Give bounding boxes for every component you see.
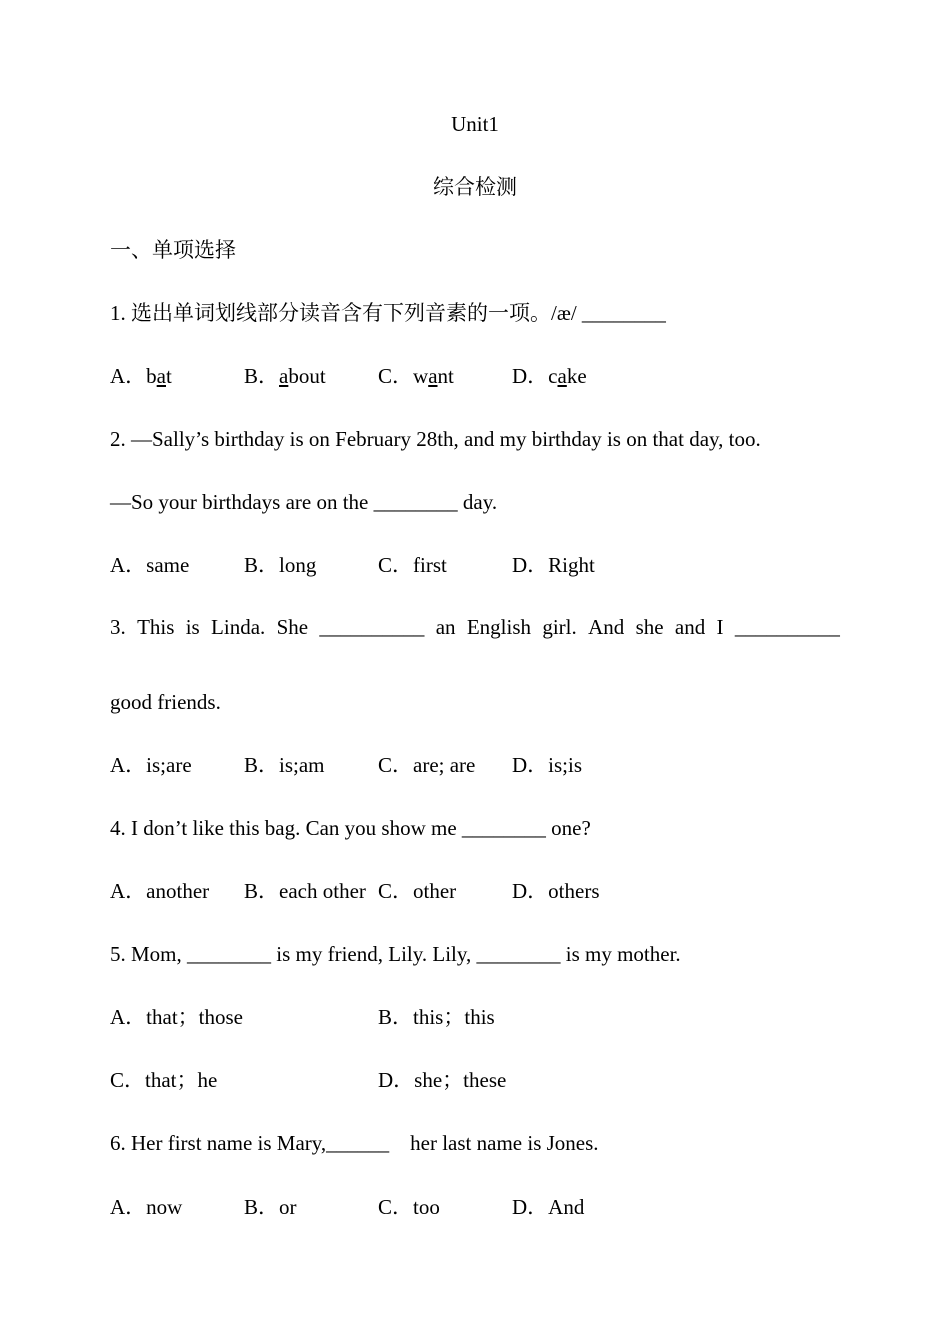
q3-word: she — [635, 615, 664, 639]
option-letter: C． — [378, 753, 414, 777]
q3-blank: __________ — [319, 615, 425, 639]
option-text: a — [279, 364, 289, 388]
option-letter: A． — [110, 753, 147, 777]
option-text: are; are — [413, 753, 476, 777]
option-letter: A． — [110, 553, 147, 577]
q3-blank: __________ — [734, 615, 840, 639]
question-3-stem-line-2: good friends. — [110, 690, 221, 714]
option-text: first — [413, 553, 447, 577]
q6-option-d — [512, 1194, 584, 1220]
q3-option-c — [378, 752, 475, 778]
option-letter: C． — [378, 553, 414, 577]
option-text: other — [413, 879, 457, 903]
q3-word: an — [435, 615, 456, 639]
question-2-stem: 2. —Sally’s birthday is on February 28th, and my birthday is on that day, too. — [110, 427, 761, 451]
q3-word: I — [716, 615, 724, 639]
option-letter: B． — [244, 879, 280, 903]
q6-option-c — [378, 1194, 440, 1220]
option-text: b — [146, 364, 157, 388]
q1-option-b — [244, 363, 326, 389]
option-text: ke — [566, 364, 587, 388]
q5-option-c — [110, 1067, 217, 1093]
question-1-stem: 1. 选出单词划线部分读音含有下列音素的一项。/æ/ ________ — [110, 301, 666, 325]
option-text: she；these — [414, 1068, 507, 1092]
option-letter: A． — [110, 1195, 147, 1219]
q4-option-d — [512, 878, 600, 904]
q3-word: And — [588, 615, 625, 639]
option-text: Right — [548, 553, 595, 577]
q4-option-c — [378, 878, 456, 904]
q3-option-b — [244, 752, 325, 778]
option-text: w — [413, 364, 429, 388]
option-text: now — [146, 1195, 183, 1219]
option-text: And — [548, 1195, 585, 1219]
option-text: or — [279, 1195, 297, 1219]
option-letter: B． — [244, 364, 280, 388]
option-letter: C． — [378, 364, 414, 388]
option-letter: D． — [512, 753, 549, 777]
q6-option-a — [110, 1194, 182, 1220]
option-text: is;are — [146, 753, 192, 777]
option-letter: C． — [110, 1068, 146, 1092]
option-text: a — [156, 364, 166, 388]
q3-option-a — [110, 752, 192, 778]
option-text: is;is — [548, 753, 583, 777]
option-letter: B． — [244, 1195, 280, 1219]
q2-option-d — [512, 552, 595, 578]
q4-option-a — [110, 878, 209, 904]
q3-word: and — [674, 615, 706, 639]
option-text: t — [166, 364, 172, 388]
q3-word: Linda. — [211, 615, 266, 639]
q3-word: English — [466, 615, 532, 639]
option-letter: D． — [512, 364, 549, 388]
option-letter: D． — [512, 553, 549, 577]
option-text: nt — [437, 364, 454, 388]
option-text: a — [557, 364, 567, 388]
option-text: too — [413, 1195, 440, 1219]
option-letter: A． — [110, 879, 147, 903]
option-text: a — [428, 364, 438, 388]
option-text: bout — [288, 364, 326, 388]
option-letter: B． — [244, 753, 280, 777]
question-5-stem: 5. Mom, ________ is my friend, Lily. Lily, ________ is my mother. — [110, 942, 681, 966]
q2-option-b — [244, 552, 316, 578]
question-4-stem: 4. I don’t like this bag. Can you show me ________ one? — [110, 816, 591, 840]
q3-word: girl. — [542, 615, 577, 639]
option-text: others — [548, 879, 600, 903]
q4-option-b — [244, 878, 366, 904]
q3-option-d — [512, 752, 582, 778]
q3-word: She — [276, 615, 309, 639]
q5-option-a — [110, 1004, 243, 1030]
q3-word: This — [137, 615, 175, 639]
option-text: same — [146, 553, 190, 577]
option-letter: B． — [244, 553, 280, 577]
question-2-stem-line-2: —So your birthdays are on the ________ day. — [110, 490, 498, 514]
option-text: that；he — [145, 1068, 218, 1092]
option-text: another — [146, 879, 210, 903]
q6-option-b — [244, 1194, 297, 1220]
option-text: is;am — [279, 753, 325, 777]
option-letter: D． — [512, 879, 549, 903]
option-letter: C． — [378, 1195, 414, 1219]
q1-option-a — [110, 363, 172, 389]
option-text: this；this — [413, 1005, 495, 1029]
question-6-stem: 6. Her first name is Mary,______ her last name is Jones. — [110, 1131, 599, 1155]
page-subtitle: 综合检测 — [433, 175, 517, 199]
q1-option-d — [512, 363, 587, 389]
option-letter: C． — [378, 879, 414, 903]
q5-option-d — [378, 1067, 506, 1093]
question-3-stem — [110, 614, 840, 640]
option-letter: D． — [512, 1195, 549, 1219]
option-text: each other — [279, 879, 366, 903]
page-title: Unit1 — [451, 112, 499, 136]
q3-word: 3. — [110, 615, 126, 639]
option-letter: B． — [378, 1005, 414, 1029]
q5-option-b — [378, 1004, 495, 1030]
section-heading: 一、单项选择 — [110, 238, 236, 262]
option-text: c — [548, 364, 558, 388]
option-letter: A． — [110, 364, 147, 388]
option-letter: A． — [110, 1005, 147, 1029]
q2-option-a — [110, 552, 189, 578]
option-text: long — [279, 553, 317, 577]
q2-option-c — [378, 552, 447, 578]
q3-word: is — [185, 615, 200, 639]
option-text: that；those — [146, 1005, 243, 1029]
option-letter: D． — [378, 1068, 415, 1092]
q1-option-c — [378, 363, 454, 389]
